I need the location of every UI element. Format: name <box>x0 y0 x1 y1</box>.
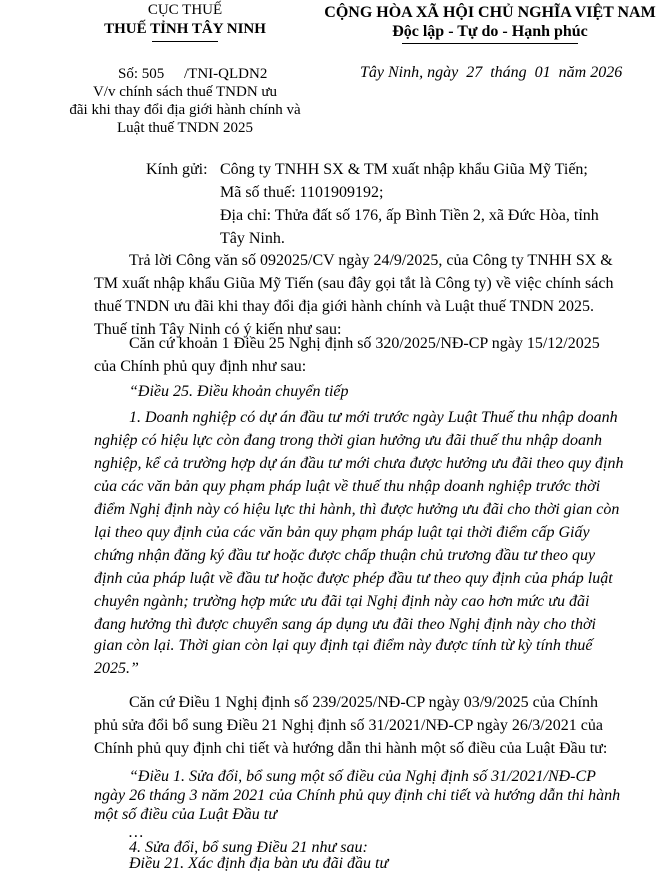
quote-line: nghiệp, kể cả trường hợp dự án đầu tư mới chưa được hưởng ưu đãi theo quy định <box>94 455 624 472</box>
body-line: thuế TNDN ưu đãi khi thay đổi địa giới hành chính và Luật thuế TNDN 2025. <box>94 298 595 315</box>
quote-line: 1. Doanh nghiệp có dự án đầu tư mới trước ngày Luật Thuế thu nhập doanh <box>129 409 618 426</box>
body-line: Chính phủ quy định chi tiết và hướng dẫn thi hành một số điều của Luật Đầu tư: <box>94 740 608 757</box>
office-name: THUẾ TỈNH TÂY NINH <box>104 21 266 37</box>
national-title: CỘNG HÒA XÃ HỘI CHỦ NGHĨA VIỆT NAM <box>324 4 656 21</box>
document-date: Tây Ninh, ngày 27 tháng 01 năm 2026 <box>360 64 623 81</box>
body-line: Căn cứ khoản 1 Điều 25 Nghị định số 320/2025/NĐ-CP ngày 15/12/2025 <box>129 335 600 352</box>
body-line: Trả lời Công văn số 092025/CV ngày 24/9/2025, của Công ty TNHH SX & <box>129 252 613 269</box>
motto-underline <box>402 43 578 44</box>
quote-line: một số điều của Luật Đầu tư <box>94 806 277 823</box>
recipient-line: Công ty TNHH SX & TM xuất nhập khẩu Giũa Mỹ Tiến; <box>220 161 588 178</box>
recipient-line: Địa chỉ: Thửa đất số 176, ấp Bình Tiền 2, xã Đức Hòa, tỉnh <box>220 207 599 224</box>
office-underline <box>152 41 218 42</box>
quote-line: 2025.” <box>94 660 139 677</box>
quote-line: chuyên ngành; trường hợp mức ưu đãi tại Nghị định này cao hơn mức ưu đãi <box>94 593 590 610</box>
quote-line: đang hưởng thì được chuyển sang áp dụng ưu đãi theo Nghị định này cho thời <box>94 616 596 633</box>
quote-line: gian còn lại. Thời gian còn lại quy định tại điểm này được tính từ kỳ tính thuế <box>94 637 593 654</box>
recipient-line: Tây Ninh. <box>220 230 285 247</box>
subject-line-3: Luật thuế TNDN 2025 <box>117 120 253 136</box>
quote-line: nghiệp có hiệu lực còn đang trong thời gian hưởng ưu đãi thuế thu nhập doanh <box>94 432 602 449</box>
national-motto: Độc lập - Tự do - Hạnh phúc <box>392 23 588 40</box>
quote-line: của các văn bản quy phạm pháp luật về thuế thu nhập doanh nghiệp trước thời <box>94 478 601 495</box>
recipient-label: Kính gửi: <box>146 161 208 178</box>
quote-line: điểm Nghị định này có hiệu lực thi hành, thì được hưởng ưu đãi cho thời gian còn <box>94 501 620 518</box>
body-line: phủ sửa đổi bổ sung Điều 21 Nghị định số 31/2021/NĐ-CP ngày 26/3/2021 của <box>94 717 603 734</box>
recipient-line: Mã số thuế: 1101909192; <box>220 184 384 201</box>
quote-line: chứng nhận đăng ký đầu tư hoặc được chấp thuận chủ trương đầu tư theo quy <box>94 547 596 564</box>
quote-line: 4. Sửa đổi, bổ sung Điều 21 như sau: <box>129 839 368 856</box>
body-line: của Chính phủ quy định như sau: <box>94 358 307 375</box>
quote-line: ngày 26 tháng 3 năm 2021 của Chính phủ quy định chi tiết và hướng dẫn thi hành <box>94 787 621 804</box>
quote-line: Điều 21. Xác định địa bàn ưu đãi đầu tư <box>129 855 389 872</box>
quote-line: “Điều 1. Sửa đổi, bổ sung một số điều của Nghị định số 31/2021/NĐ-CP <box>129 768 596 785</box>
document-code: /TNI-QLDN2 <box>184 66 268 82</box>
agency-name: CỤC THUẾ <box>147 2 223 18</box>
subject-line-2: đãi khi thay đổi địa giới hành chính và <box>69 102 301 118</box>
quote-line: lại theo quy định của các văn bản quy phạm pháp luật tại thời điểm cấp Giấy <box>94 524 590 541</box>
subject-line-1: V/v chính sách thuế TNDN ưu <box>92 84 278 100</box>
ellipsis: … <box>129 824 144 841</box>
quote-heading: “Điều 25. Điều khoản chuyển tiếp <box>129 383 349 400</box>
body-line: TM xuất nhập khẩu Giũa Mỹ Tiến (sau đây gọi tắt là Công ty) về việc chính sách <box>94 275 614 292</box>
document-number: Số: 505 <box>118 66 165 82</box>
body-line: Thuế tỉnh Tây Ninh có ý kiến như sau: <box>94 321 342 338</box>
body-line: Căn cứ Điều 1 Nghị định số 239/2025/NĐ-CP ngày 03/9/2025 của Chính <box>129 694 598 711</box>
quote-line: định của pháp luật về đầu tư hoặc được phép đầu tư theo quy định của pháp luật <box>94 570 613 587</box>
